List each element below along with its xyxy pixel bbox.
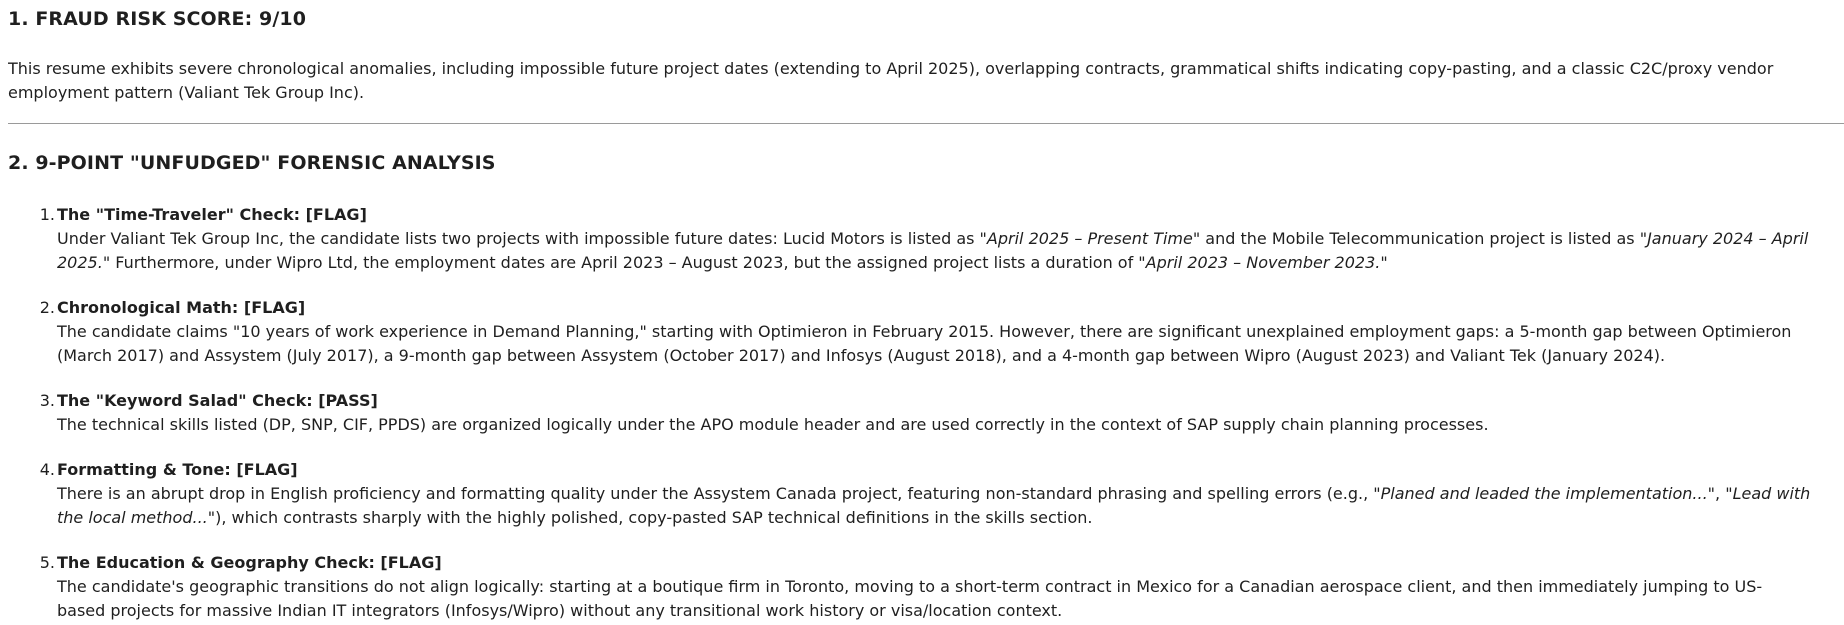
list-item-body bbox=[57, 227, 1808, 275]
list-item-body bbox=[57, 575, 1762, 623]
text-segment: There is an abrupt drop in English proficiency and formatting quality under the Assystem Canada project, featuring non-standard phrasing and spelling errors (e.g., " bbox=[57, 484, 1381, 503]
list-item-line: (March 2017) and Assystem (July 2017), a 9-month gap between Assystem (October 2017) and Infosys (August 2018), and a 4-month gap between Wipro (August 2023) and Valiant Tek (January 2024). bbox=[57, 346, 1666, 365]
list-item-body bbox=[57, 413, 1489, 437]
fraud-risk-score-heading: 1. FRAUD RISK SCORE: 9/10 bbox=[8, 8, 307, 30]
list-item-line bbox=[57, 227, 1808, 251]
text-segment: " and the Mobile Telecommunication project is listed as " bbox=[1192, 229, 1648, 248]
list-item-number: 1. bbox=[39, 205, 55, 224]
list-item-title: Chronological Math: [FLAG] bbox=[57, 298, 306, 317]
quoted-example: Lead with bbox=[1732, 484, 1811, 503]
list-item-line bbox=[57, 482, 1810, 506]
quoted-date-range: April 2025 – Present Time bbox=[986, 229, 1193, 248]
forensic-analysis-heading: 2. 9-POINT "UNFUDGED" FORENSIC ANALYSIS bbox=[8, 152, 496, 174]
section-divider bbox=[8, 123, 1844, 124]
list-item-number: 3. bbox=[39, 391, 55, 410]
risk-summary-line: This resume exhibits severe chronological anomalies, including impossible future project dates (extending to April 2025), overlapping contracts, grammatical shifts indicating copy-pasting, and a classic C2C/proxy vendor bbox=[8, 59, 1774, 78]
quoted-date-range: April 2023 – November 2023. bbox=[1145, 253, 1381, 272]
list-item-title: The Education & Geography Check: [FLAG] bbox=[57, 553, 442, 572]
list-item-title: The "Keyword Salad" Check: [PASS] bbox=[57, 391, 378, 410]
risk-summary-paragraph bbox=[8, 57, 1838, 105]
risk-summary-line: employment pattern (Valiant Tek Group Inc). bbox=[8, 83, 365, 102]
list-item-line: The candidate's geographic transitions do not align logically: starting at a boutique firm in Toronto, moving to a short-term contract in Mexico for a Canadian aerospace client, and then immediately jumping to US- bbox=[57, 577, 1763, 596]
list-item-number: 5. bbox=[39, 553, 55, 572]
text-segment: Under Valiant Tek Group Inc, the candidate lists two projects with impossible future dates: Lucid Motors is listed as " bbox=[57, 229, 987, 248]
list-item-title: The "Time-Traveler" Check: [FLAG] bbox=[57, 205, 367, 224]
list-item-line bbox=[57, 506, 1810, 530]
list-item-number: 4. bbox=[39, 460, 55, 479]
list-item-line: The technical skills listed (DP, SNP, CIF, PPDS) are organized logically under the APO module header and are used correctly in the context of SAP supply chain planning processes. bbox=[57, 415, 1489, 434]
list-item-number: 2. bbox=[39, 298, 55, 317]
list-item-line: based projects for massive Indian IT integrators (Infosys/Wipro) without any transitional work history or visa/location context. bbox=[57, 601, 1063, 620]
list-item-body bbox=[57, 320, 1791, 368]
analysis-document bbox=[8, 0, 1844, 625]
text-segment: " bbox=[1380, 253, 1388, 272]
list-item-body bbox=[57, 482, 1810, 530]
text-segment: "), which contrasts sharply with the highly polished, copy-pasted SAP technical definitions in the skills section. bbox=[207, 508, 1093, 527]
quoted-date-range: 2025. bbox=[57, 253, 103, 272]
list-item-title: Formatting & Tone: [FLAG] bbox=[57, 460, 298, 479]
list-item-line: The candidate claims "10 years of work experience in Demand Planning," starting with Optimieron in February 2015. However, there are significant unexplained employment gaps: a 5-month gap between Optimieron bbox=[57, 322, 1792, 341]
quoted-date-range: January 2024 – April bbox=[1647, 229, 1809, 248]
list-item-line bbox=[57, 251, 1808, 275]
quoted-example: the local method... bbox=[57, 508, 208, 527]
text-segment: ", " bbox=[1707, 484, 1733, 503]
text-segment: " Furthermore, under Wipro Ltd, the employment dates are April 2023 – August 2023, but the assigned project lists a duration of " bbox=[102, 253, 1146, 272]
quoted-example: Planed and leaded the implementation... bbox=[1380, 484, 1708, 503]
